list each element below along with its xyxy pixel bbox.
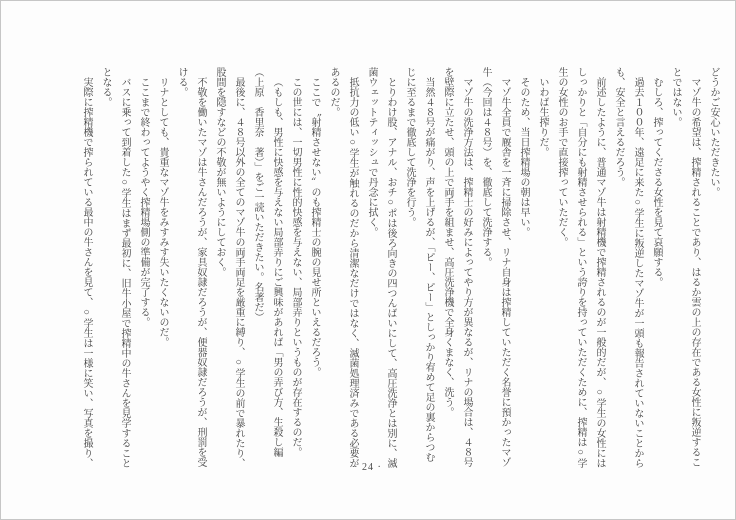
paragraph: ここまで終わってようやく搾精場側の準備が完了する。 <box>138 77 149 327</box>
page-text-block <box>77 67 723 469</box>
paragraph: 過去１００年、遠足に来た○学生に叛逆したマゾ牛が一頭も報告されていないことからも、安全と言えるだろう。 <box>613 67 643 468</box>
paragraph: そのため、当日搾精場の朝は早い。 <box>518 77 529 237</box>
paragraph: 当然４８号が痛がり、声を上げるが、「ピー、ピー」としっかり宥めて足の裏からつむじに至るまで徹底して洗浄を行う。 <box>404 67 434 462</box>
paragraph: とりわけ股、アナル、おチ○ポは後ろ向きの四つんばいにして、高圧洗浄とは別に、滅菌ウェットティッシュで丹念に拭く。 <box>366 67 396 468</box>
paragraph: 抵抗力の低い○学生が触れるのだから清潔なだけではなく、滅菌処理済みである必要があるのだ。 <box>328 67 358 468</box>
paragraph: 前述したように、普通マゾ牛は射精機で搾精されるのが一般的だが、○学生の女性にはしっかりと「自分にも射精させられる」という誇りを持っていただくために、搾精は○学生の女性のお手で直接搾っていただく。 <box>556 67 605 468</box>
paragraph: マゾ牛の希望は、搾精されることであり、はるか雲の上の存在である女性に叛逆することではない。 <box>670 67 700 467</box>
paragraph: むしろ、搾ってくださる女性を見て哀願する。 <box>651 77 662 287</box>
paragraph: 不敬を働いたマゾは牛さんだろうが、家具奴隷だろうが、便器奴隷だろうが、刑罰を受ける。 <box>176 67 206 467</box>
paragraph: 最後に、４８号以外の全てのマゾ牛の両手両足を厳重に縛り、○学生の前で暴れたり、股間を隠すなどの不敬が無いようにしておく。 <box>214 67 244 468</box>
paragraph: （もしも、男性に快感を与えない局部弄りにご興味があれば「男の弄び方、生殺し編（上原 香里奈 著）」をご一読いただきたい。名著だ） <box>252 67 282 457</box>
paragraph: バスに乗って到着した○学生はまず最初に、旧牛小屋で搾精中の牛さんを見学することとなる。 <box>100 67 130 468</box>
paragraph: リナとしても、貴重なマゾ牛をみすみす失いたくないのだ。 <box>157 77 168 347</box>
paragraph: いわば生搾りだ。 <box>537 77 548 157</box>
paragraph: ここで〝射精させない〟のも搾精士の腕の見せ所といえるだろう。 <box>309 77 320 377</box>
paragraph: この世には、一切男性に性的快感を与えない、局部弄りというものが存在するのだ。 <box>290 77 301 457</box>
paragraph: マゾ牛の洗浄方法は、搾精士の好みによってやり方が異なるが、リナの場合は、４８号を壁際に立たせ、頭の上で両手を組ませ、高圧洗浄機で全身くまなく、洗う。 <box>442 67 472 467</box>
paragraph: マゾ牛全員で厩舎を一斉に掃除させ、リナ自身は搾精していただく名誉に預かったマゾ牛（今回は４８号）を、徹底して洗浄する。 <box>480 67 510 467</box>
paragraph: 実際に搾精機で搾られている最中の牛さんを見て、○学生は一様に笑い、写真を撮り、 <box>81 77 92 468</box>
page-number: · 24 · <box>354 462 382 473</box>
paragraph: どうかご安心いただきたい。 <box>708 67 719 197</box>
